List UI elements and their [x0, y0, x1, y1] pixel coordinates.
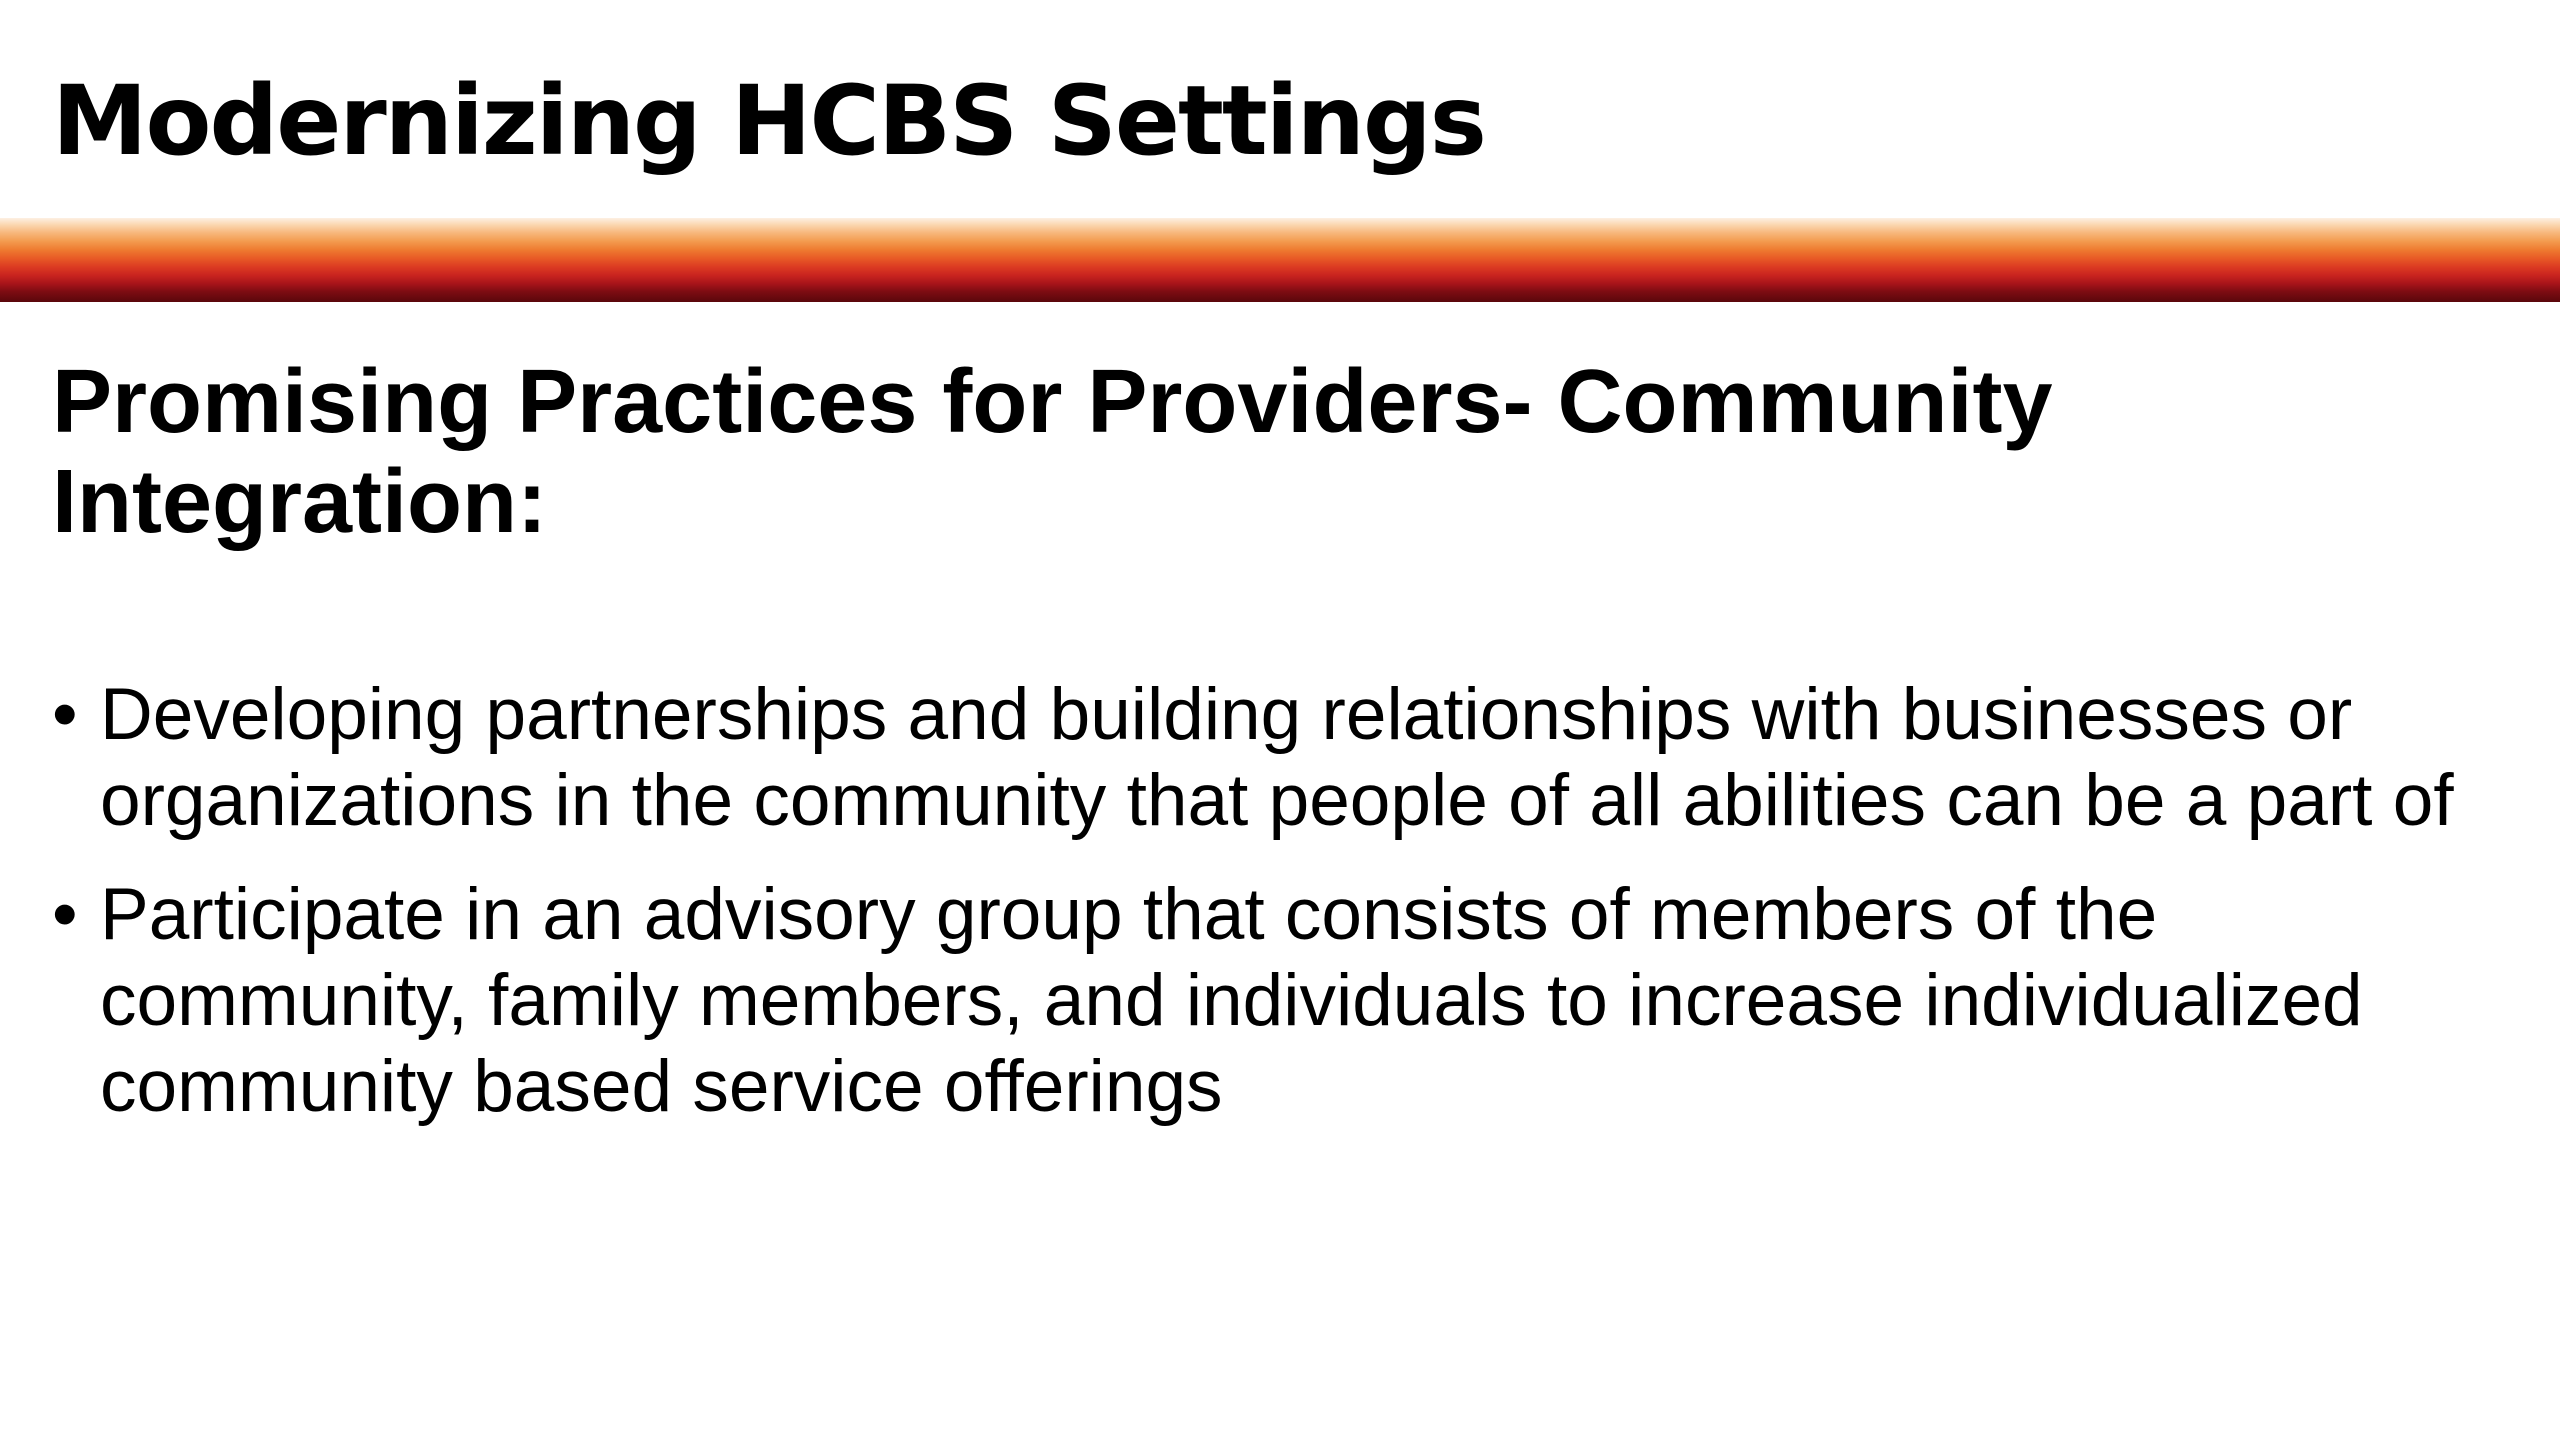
bullet-item	[52, 672, 2492, 844]
bullet-dot-icon: •	[52, 874, 78, 955]
title-divider-bar	[0, 218, 2560, 302]
bullet-item	[52, 872, 2492, 1130]
slide-title: Modernizing HCBS Settings	[52, 65, 1485, 177]
bullet-text: Participate in an advisory group that consists of members of the community, family members, and individuals to increase individualized community based service offerings	[100, 874, 2363, 1127]
bullet-list	[52, 672, 2492, 1158]
bullet-dot-icon: •	[52, 674, 78, 755]
bullet-text: Developing partnerships and building relationships with businesses or organizations in the community that people of all abilities can be a part of	[100, 674, 2454, 841]
slide-subtitle: Promising Practices for Providers- Community Integration:	[52, 352, 2053, 552]
